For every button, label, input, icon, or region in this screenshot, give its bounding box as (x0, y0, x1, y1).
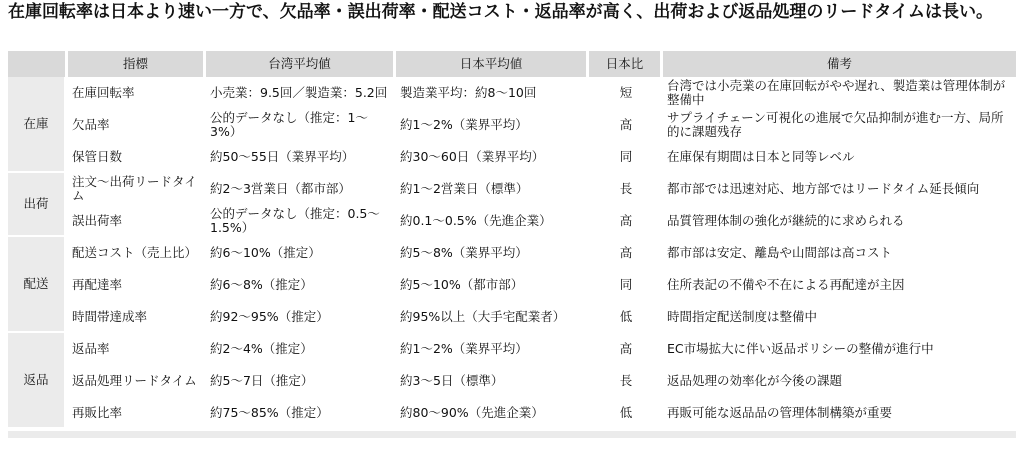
ratio-cell: 長 (589, 173, 663, 205)
category-cell: 返品 (8, 333, 68, 429)
taiwan-value-cell: 公的データなし（推定：1～3%） (206, 109, 396, 141)
note-cell: 在庫保有期間は日本と同等レベル (663, 141, 1016, 173)
header-metric: 指標 (68, 51, 206, 77)
ratio-cell: 低 (589, 397, 663, 429)
table-row (8, 333, 1016, 365)
table-row (8, 237, 1016, 269)
table-row (8, 301, 1016, 333)
metric-cell: 返品処理リードタイム (68, 365, 206, 397)
table-row (8, 141, 1016, 173)
note-cell: 台湾では小売業の在庫回転がやや遅れ、製造業は管理体制が整備中 (663, 77, 1016, 109)
header-japan-average: 日本平均値 (396, 51, 589, 77)
japan-value-cell: 約1～2営業日（標準） (396, 173, 589, 205)
metric-cell: 保管日数 (68, 141, 206, 173)
header-japan-ratio: 日本比 (589, 51, 663, 77)
ratio-cell: 同 (589, 269, 663, 301)
table-body (8, 77, 1016, 429)
comparison-table (8, 51, 1016, 429)
metric-cell: 誤出荷率 (68, 205, 206, 237)
table-footer-band (8, 431, 1016, 438)
taiwan-value-cell: 約92～95%（推定） (206, 301, 396, 333)
taiwan-value-cell: 約6～10%（推定） (206, 237, 396, 269)
ratio-cell: 高 (589, 205, 663, 237)
metric-cell: 在庫回転率 (68, 77, 206, 109)
metric-cell: 返品率 (68, 333, 206, 365)
metric-cell: 再販比率 (68, 397, 206, 429)
page-title: 在庫回転率は日本より速い一方で、欠品率・誤出荷率・配送コスト・返品率が高く、出荷および返品処理のリードタイムは長い。 (8, 2, 993, 22)
note-cell: EC市場拡大に伴い返品ポリシーの整備が進行中 (663, 333, 1016, 365)
taiwan-value-cell: 約50～55日（業界平均） (206, 141, 396, 173)
japan-value-cell: 製造業平均：約8～10回 (396, 77, 589, 109)
table-row (8, 205, 1016, 237)
note-cell: 住所表記の不備や不在による再配達が主因 (663, 269, 1016, 301)
taiwan-value-cell: 約2～3営業日（都市部） (206, 173, 396, 205)
header-taiwan-average: 台湾平均値 (206, 51, 396, 77)
ratio-cell: 長 (589, 365, 663, 397)
category-cell: 配送 (8, 237, 68, 333)
table-row (8, 397, 1016, 429)
taiwan-value-cell: 小売業：9.5回／製造業：5.2回 (206, 77, 396, 109)
table-row (8, 365, 1016, 397)
japan-value-cell: 約30～60日（業界平均） (396, 141, 589, 173)
table-row (8, 109, 1016, 141)
japan-value-cell: 約0.1～0.5%（先進企業） (396, 205, 589, 237)
ratio-cell: 低 (589, 301, 663, 333)
metric-cell: 注文～出荷リードタイム (68, 173, 206, 205)
table-row (8, 77, 1016, 109)
japan-value-cell: 約3～5日（標準） (396, 365, 589, 397)
header-row (8, 51, 1016, 77)
table-row (8, 269, 1016, 301)
taiwan-value-cell: 約2～4%（推定） (206, 333, 396, 365)
japan-value-cell: 約5～10%（都市部） (396, 269, 589, 301)
ratio-cell: 高 (589, 333, 663, 365)
comparison-table-container (8, 51, 1016, 429)
japan-value-cell: 約1～2%（業界平均） (396, 333, 589, 365)
table-header (8, 51, 1016, 77)
note-cell: 都市部は安定、離島や山間部は高コスト (663, 237, 1016, 269)
note-cell: 返品処理の効率化が今後の課題 (663, 365, 1016, 397)
header-category-blank (8, 51, 68, 77)
ratio-cell: 短 (589, 77, 663, 109)
note-cell: サプライチェーン可視化の進展で欠品抑制が進む一方、局所的に課題残存 (663, 109, 1016, 141)
japan-value-cell: 約80～90%（先進企業） (396, 397, 589, 429)
metric-cell: 時間帯達成率 (68, 301, 206, 333)
taiwan-value-cell: 約6～8%（推定） (206, 269, 396, 301)
japan-value-cell: 約95%以上（大手宅配業者） (396, 301, 589, 333)
japan-value-cell: 約5～8%（業界平均） (396, 237, 589, 269)
ratio-cell: 高 (589, 109, 663, 141)
note-cell: 都市部では迅速対応、地方部ではリードタイム延長傾向 (663, 173, 1016, 205)
header-note: 備考 (663, 51, 1016, 77)
category-cell: 在庫 (8, 77, 68, 173)
taiwan-value-cell: 約5～7日（推定） (206, 365, 396, 397)
note-cell: 品質管理体制の強化が継続的に求められる (663, 205, 1016, 237)
metric-cell: 再配達率 (68, 269, 206, 301)
ratio-cell: 同 (589, 141, 663, 173)
japan-value-cell: 約1～2%（業界平均） (396, 109, 589, 141)
metric-cell: 配送コスト（売上比） (68, 237, 206, 269)
taiwan-value-cell: 公的データなし（推定：0.5～1.5%） (206, 205, 396, 237)
taiwan-value-cell: 約75～85%（推定） (206, 397, 396, 429)
ratio-cell: 高 (589, 237, 663, 269)
table-row (8, 173, 1016, 205)
metric-cell: 欠品率 (68, 109, 206, 141)
category-cell: 出荷 (8, 173, 68, 237)
note-cell: 時間指定配送制度は整備中 (663, 301, 1016, 333)
note-cell: 再販可能な返品品の管理体制構築が重要 (663, 397, 1016, 429)
